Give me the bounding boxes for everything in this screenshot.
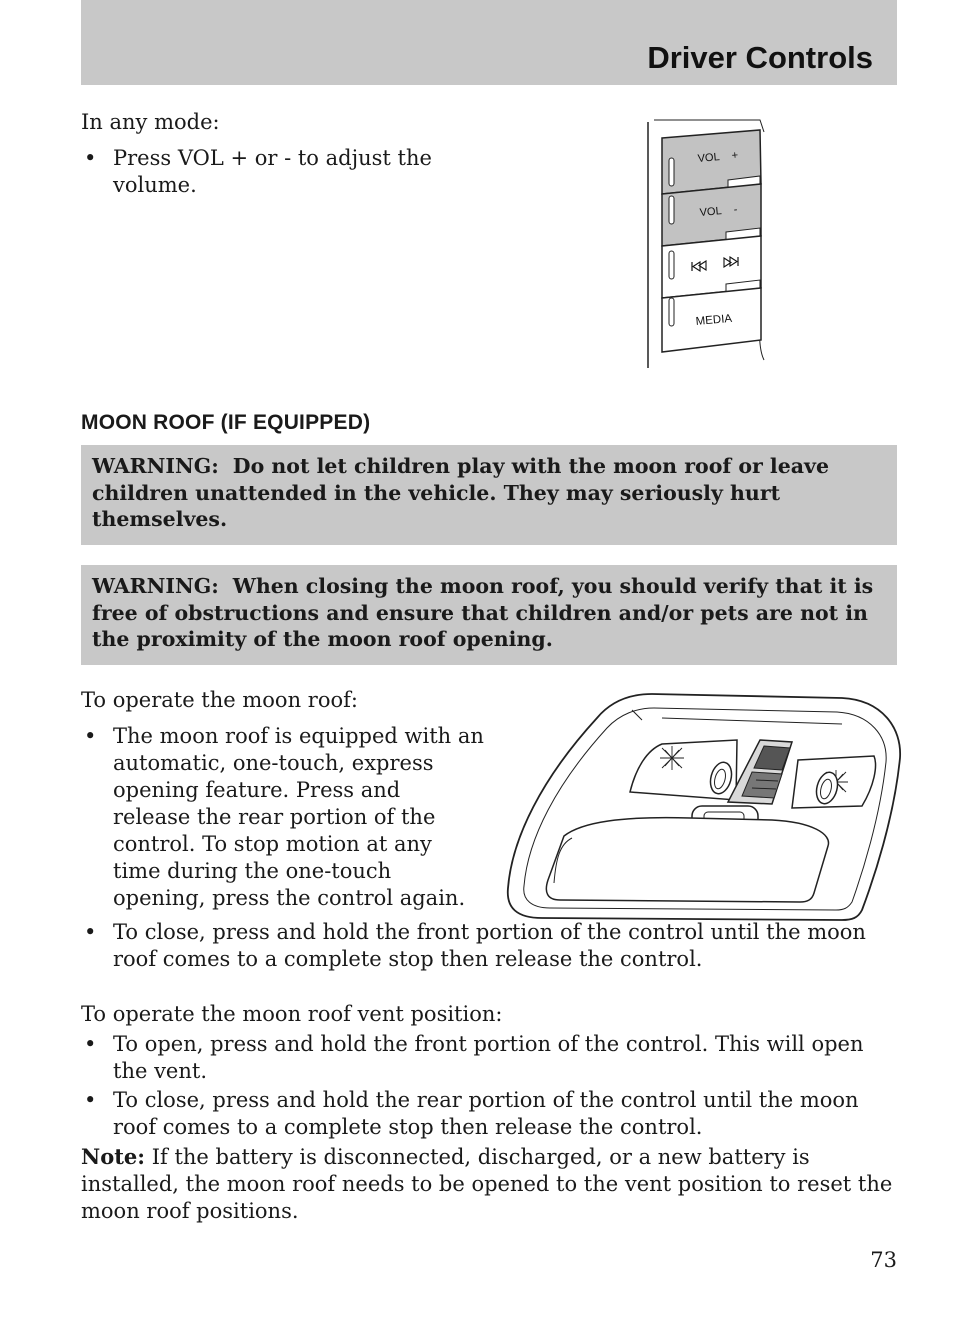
svg-text:MEDIA: MEDIA	[695, 312, 733, 328]
header-bar	[81, 0, 897, 85]
media-button	[662, 288, 761, 352]
list-item	[84, 145, 464, 199]
bullet-icon: •	[84, 920, 97, 944]
moonroof-console-figure	[502, 688, 904, 923]
list-item	[84, 723, 484, 912]
svg-text:+: +	[731, 149, 739, 162]
left-lamp-icon	[660, 746, 684, 770]
bullet-icon: •	[84, 724, 97, 748]
bullet-text: The moon roof is equipped with an automatic, one-touch, express opening feature. Press and release the rear portion of the control. To stop motion at any time during the one-touch opening, press the control again.	[113, 724, 484, 910]
section-heading: MOON ROOF (IF EQUIPPED)	[81, 411, 371, 434]
list-item	[84, 919, 884, 973]
operate-intro: To operate the moon roof:	[81, 688, 358, 712]
audio-controls-figure	[640, 118, 770, 373]
warning-text: When closing the moon roof, you should verify that it is free of obstructions and ensure that children and/or pets are not in the proximity of the moon roof opening.	[92, 574, 874, 651]
svg-text:-: -	[733, 203, 738, 216]
vent-intro: To operate the moon roof vent position:	[81, 1002, 503, 1026]
vol-minus-button	[662, 184, 761, 246]
page-number: 73	[870, 1248, 897, 1272]
bullet-text: To close, press and hold the front portion of the control until the moon roof comes to a complete stop then release the control.	[113, 920, 866, 971]
note-text: If the battery is disconnected, discharged, or a new battery is installed, the moon roof needs to be opened to the vent position to reset the moon roof positions.	[81, 1145, 893, 1223]
seek-button	[662, 236, 761, 298]
audio-intro: In any mode:	[81, 110, 220, 134]
warning-box	[81, 565, 897, 665]
vol-plus-button	[662, 130, 761, 194]
bullet-text: Press VOL + or - to adjust the volume.	[113, 146, 432, 197]
page-title: Driver Controls	[647, 40, 873, 75]
svg-text:VOL: VOL	[697, 151, 721, 165]
warning-label: WARNING:	[92, 454, 219, 478]
note-label: Note:	[81, 1144, 146, 1169]
list-item	[84, 1031, 884, 1085]
warning-box	[81, 445, 897, 545]
bullet-icon: •	[84, 1088, 97, 1112]
bullet-icon: •	[84, 1032, 97, 1056]
svg-text:VOL: VOL	[699, 205, 723, 219]
warning-text: Do not let children play with the moon roof or leave children unattended in the vehicle. They may seriously hurt themselves.	[92, 454, 829, 531]
note-paragraph	[81, 1143, 897, 1225]
bullet-text: To close, press and hold the rear portion of the control until the moon roof comes to a complete stop then release the control.	[113, 1088, 859, 1139]
bullet-icon: •	[84, 146, 97, 170]
list-item	[84, 1087, 896, 1141]
bullet-text: To open, press and hold the front portion of the control. This will open the vent.	[113, 1032, 864, 1083]
warning-label: WARNING:	[92, 574, 219, 598]
